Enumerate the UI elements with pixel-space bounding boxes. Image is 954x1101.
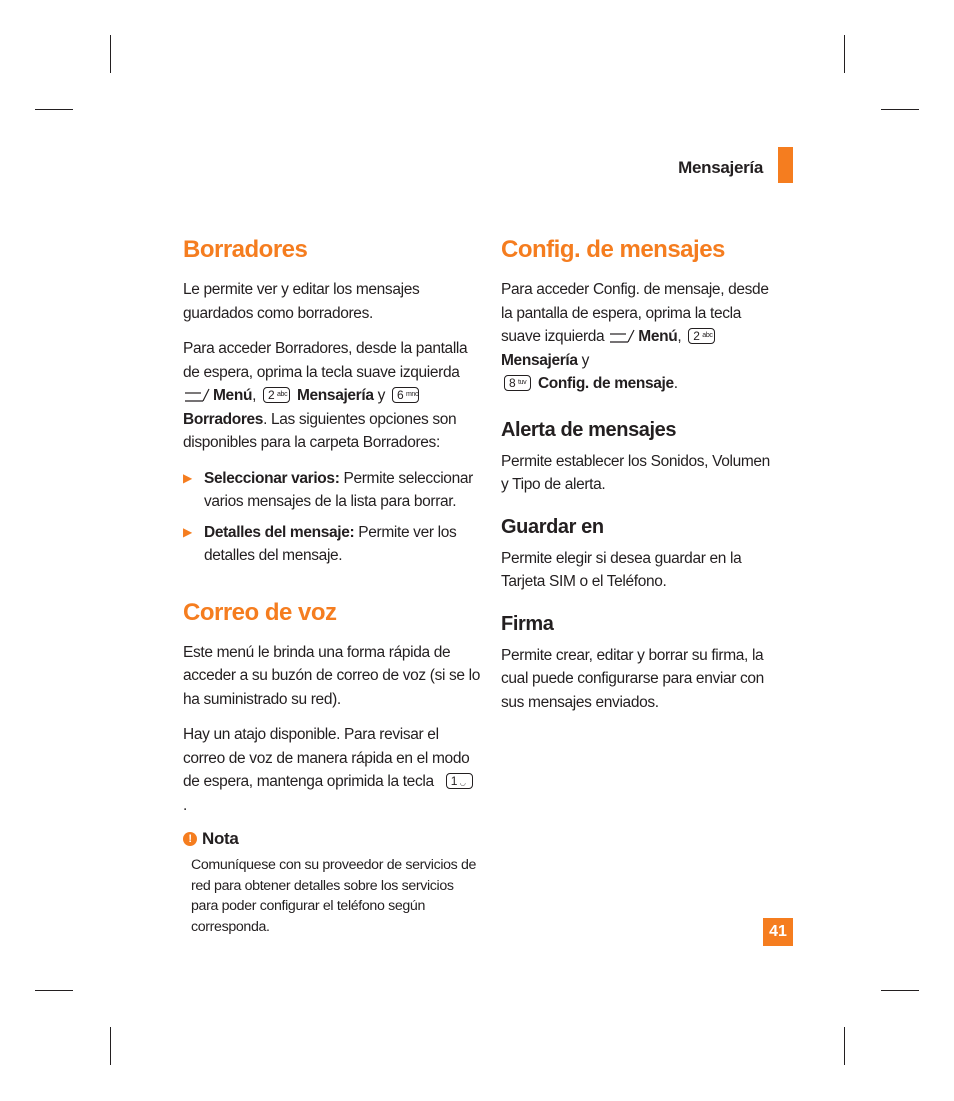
borradores-access: Para acceder Borradores, desde la pantalla de espera, oprima la tecla suave izquierda Menú, 2 abc Mensajería y 6 mno Borradores. Las siguientes opciones son disponibles para la carpeta Borradores: [183,340,468,451]
note-text: Comuníquese con su proveedor de servicios de red para obtener detalles sobre los servicios para poder configurar el teléfono según corresponda. [191,857,477,935]
key-8-icon [504,375,531,391]
triangle-bullet-icon: ▶ [183,470,192,485]
key-letters: abc [277,391,288,398]
voicemail-glyph: ◡ [459,780,466,787]
bullet-desc: Permite ver los detalles del mensaje. [204,523,457,564]
bullet-label: Seleccionar varios: [204,469,340,487]
key-6-icon [392,387,419,403]
bullet-text [204,521,481,568]
triangle-bullet-icon: ▶ [183,524,192,539]
correo-p2 [183,723,481,817]
guardar-title: Guardar en [501,515,604,538]
config-tail: . [673,375,678,392]
page-number: 41 [763,918,793,946]
key-2-icon [263,387,290,403]
mensajeria-label: Mensajería [296,387,374,404]
key-digit: 6 [396,388,404,402]
key-digit: 8 [509,376,516,390]
key-letters: tuv [518,379,527,386]
firma-text: Permite crear, editar y borrar su firma, la cual puede configurarse para enviar con sus mensajes enviados. [501,646,764,711]
config-title: Config. de mensajes [501,236,725,263]
config-access: Para acceder Config. de mensaje, desde la pantalla de espera, oprima la tecla suave izquierda Menú, 2 abc Mensajería y 8 tuv Config. de mensaje. [501,281,769,392]
menu-label: Menú [638,328,678,345]
crop-mark [35,990,73,991]
bullet-label: Detalles del mensaje: [204,523,355,541]
bullet-item [183,467,481,514]
borradores-tail: . Las siguientes opciones son disponibles para la carpeta Borradores: [183,410,457,451]
crop-mark [881,109,919,110]
borradores-access-text: Para acceder Borradores, desde la pantalla de espera, oprima la tecla suave izquierda [183,340,468,381]
note-title: Nota [202,829,239,848]
mensajeria-label: Mensajería [501,351,578,369]
correo-p2-text: Hay un atajo disponible. Para revisar el correo de voz de manera rápida en el modo de espera, mantenga oprimida la tecla [183,726,470,790]
crop-mark [110,1027,111,1065]
left-column [183,236,481,937]
crop-mark [110,35,111,73]
key-1-icon [446,773,473,789]
crop-mark [881,990,919,991]
bullet-item [183,521,481,568]
conj-y: y [581,351,590,369]
left-soft-key-icon [608,328,636,344]
crop-mark [844,35,845,73]
key-digit: 1 [450,774,458,788]
crop-mark [844,1027,845,1065]
right-column [501,236,781,726]
correo-title: Correo de voz [183,598,337,626]
left-soft-key-icon [183,387,211,403]
alerta-title: Alerta de mensajes [501,418,677,441]
section-tab [778,147,793,183]
config-bold: Config. de mensaje [537,375,674,392]
note-heading [183,829,481,849]
borradores-intro: Le permite ver y editar los mensajes guardados como borradores. [183,281,420,322]
key-letters: abc [702,332,713,339]
exclamation-icon: ! [183,832,197,846]
key-digit: 2 [268,388,275,402]
guardar-text: Permite elegir si desea guardar en la Tarjeta SIM o el Teléfono. [501,549,742,590]
borradores-bold: Borradores [183,410,264,428]
key-letters: mno [405,391,419,398]
conj-y: y [377,387,385,404]
bullet-text [204,467,481,514]
alerta-text: Permite establecer los Sonidos, Volumen y Tipo de alerta. [501,452,770,493]
key-2-icon [688,328,715,344]
bullet-desc: Permite seleccionar varios mensajes de la lista para borrar. [204,469,473,510]
correo-p2-end: . [183,796,187,814]
firma-title: Firma [501,612,554,635]
borradores-title: Borradores [183,236,308,263]
section-header: Mensajería [678,158,763,177]
correo-p1: Este menú le brinda una forma rápida de acceder a su buzón de correo de voz (si se lo ha suministrado su red). [183,643,481,708]
key-digit: 2 [693,329,700,343]
menu-label: Menú [213,387,253,404]
crop-mark [35,109,73,110]
config-access-text: Para acceder Config. de mensaje, desde la pantalla de espera, oprima la tecla suave izquierda [501,281,769,345]
